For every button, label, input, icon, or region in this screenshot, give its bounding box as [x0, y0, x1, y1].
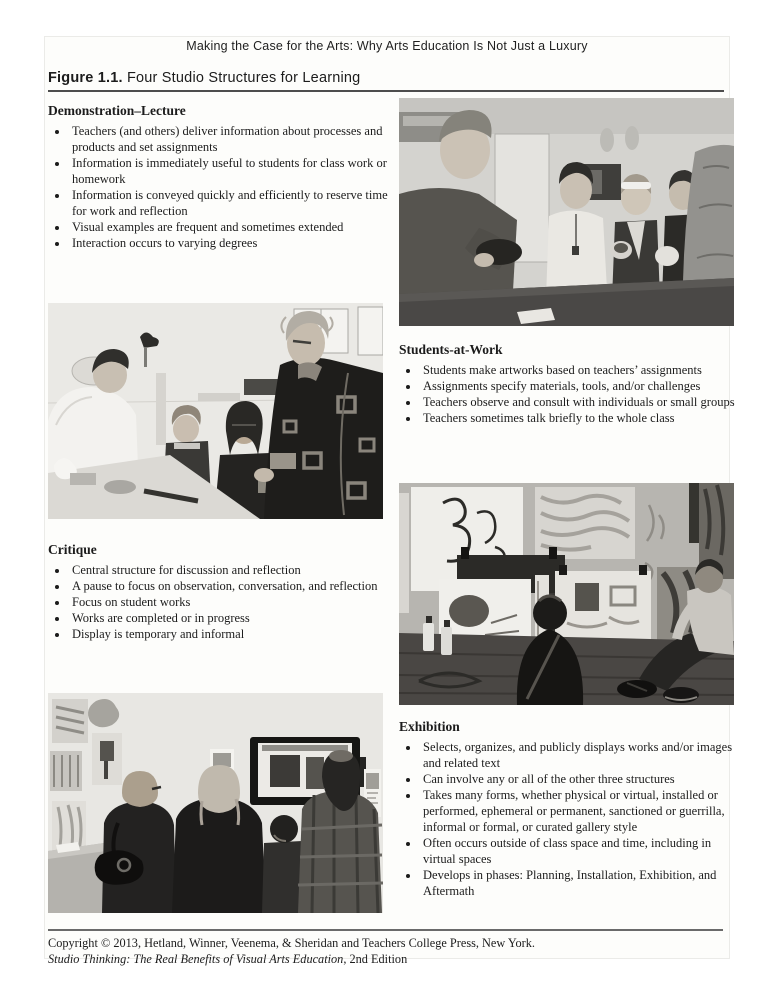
- section-heading: Exhibition: [399, 719, 460, 734]
- bullet-item: • Assignments specify materials, tools, and/or challenges: [420, 378, 737, 394]
- bullet-item: • Information is conveyed quickly and efficiently to reserve time for work and reflection: [69, 187, 388, 219]
- critique-photo: [399, 483, 734, 705]
- bullet-item: • Interaction occurs to varying degrees: [69, 235, 388, 251]
- bullet-item: • Often occurs outside of class space and time, including in virtual spaces: [420, 835, 737, 867]
- bullet-item: • Information is immediately useful to students for class work or homework: [69, 155, 388, 187]
- bullet-list: [399, 739, 737, 899]
- section-critique: [48, 542, 392, 642]
- bullet-item: • Visual examples are frequent and sometimes extended: [69, 219, 388, 235]
- section-exhibition: [399, 719, 737, 899]
- footer: [48, 936, 726, 967]
- bullet-item: • Focus on student works: [69, 594, 392, 610]
- bullet-item: • Develops in phases: Planning, Installation, Exhibition, and Aftermath: [420, 867, 737, 899]
- bullet-item: • Takes many forms, whether physical or virtual, installed or performed, ephemeral or permanent, sanctioned or guerrilla, informal or formal, or curated gallery style: [420, 787, 737, 835]
- section-heading: Demonstration–Lecture: [48, 103, 186, 118]
- bullet-item: • Central structure for discussion and reflection: [69, 562, 392, 578]
- section-demonstration-lecture: [48, 103, 388, 251]
- section-heading: Critique: [48, 542, 97, 557]
- running-head: Making the Case for the Arts: Why Arts Education Is Not Just a Luxury: [186, 39, 588, 53]
- demonstration-lecture-photo: [399, 98, 734, 326]
- bullet-item: • Display is temporary and informal: [69, 626, 392, 642]
- bullet-item: • A pause to focus on observation, conversation, and reflection: [69, 578, 392, 594]
- figure-label: Figure 1.1.: [48, 70, 123, 86]
- footer-edition: , 2nd Edition: [343, 951, 408, 966]
- section-heading: Students-at-Work: [399, 342, 503, 357]
- bullet-list: [48, 562, 392, 642]
- exhibition-photo: [48, 693, 383, 913]
- footer-copyright: Copyright © 2013, Hetland, Winner, Veenema, & Sheridan and Teachers College Press, New York.: [48, 936, 535, 950]
- bullet-item: • Students make artworks based on teachers’ assignments: [420, 362, 737, 378]
- footer-citation: [48, 952, 726, 968]
- figure-heading: [48, 70, 724, 92]
- bullet-item: • Can involve any or all of the other three structures: [420, 771, 737, 787]
- bullet-item: • Teachers sometimes talk briefly to the whole class: [420, 410, 737, 426]
- bullet-item: • Selects, organizes, and publicly displays works and/or images and related text: [420, 739, 737, 771]
- bullet-item: • Works are completed or in progress: [69, 610, 392, 626]
- footer-book-title: Studio Thinking: The Real Benefits of Visual Arts Education: [48, 951, 344, 966]
- section-students-at-work: [399, 342, 737, 426]
- bullet-list: [48, 123, 388, 251]
- bullet-item: • Teachers (and others) deliver information about processes and products and set assignments: [69, 123, 388, 155]
- figure-title: Four Studio Structures for Learning: [126, 70, 361, 86]
- students-at-work-photo: [48, 303, 383, 519]
- bullet-list: [399, 362, 737, 426]
- bullet-item: • Teachers observe and consult with individuals or small groups: [420, 394, 737, 410]
- footer-rule: [48, 929, 723, 931]
